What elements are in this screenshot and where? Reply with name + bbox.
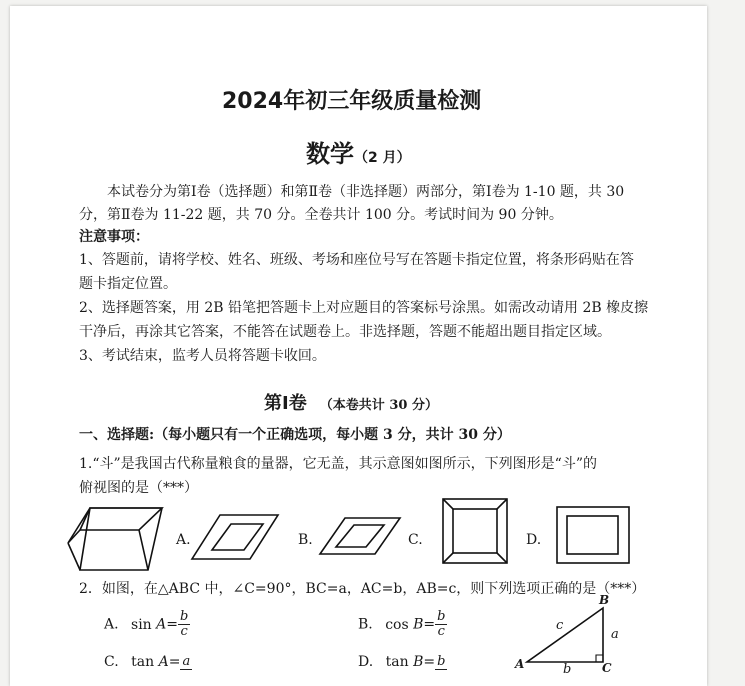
q2-option-b-fn: cos xyxy=(385,616,409,633)
q2-option-c-label: C. xyxy=(104,654,119,670)
q2-option-c-var: A xyxy=(158,654,169,670)
subject-heading xyxy=(306,134,411,169)
triangle-vertex-b: B xyxy=(599,593,610,607)
q2-option-c-fraction xyxy=(180,655,192,670)
q2-text: 2．如图，在△ABC 中，∠C=90°，BC=a，AC=b，AB=c，则下列选项正确的是（***） xyxy=(79,581,646,597)
q1-line-1: 1.“斗”是我国古代称量粮食的量器，它无盖，其示意图如图所示，下列图形是“斗”的 xyxy=(79,456,597,472)
triangle-side-b: b xyxy=(563,662,572,677)
part1-title: 第Ⅰ卷 xyxy=(264,393,307,414)
part1-note: （本卷共计 30 分） xyxy=(319,398,438,413)
intro-line-1: 本试卷分为第Ⅰ卷（选择题）和第Ⅱ卷（非选择题）两部分，第Ⅰ卷为 1-10 题，共 30 xyxy=(107,184,625,200)
dou-figure xyxy=(68,506,163,571)
q1-option-b-label: B. xyxy=(298,532,313,548)
q1-line-2: 俯视图的是（***） xyxy=(79,480,198,496)
q2-option-a-fraction xyxy=(178,610,190,639)
q1-option-c-label: C. xyxy=(408,532,423,548)
subject-month: （2 月） xyxy=(354,150,411,166)
q1-option-c-figure xyxy=(442,498,508,564)
q1-option-a-figure xyxy=(190,513,280,561)
q2-option-d: D. tan B= b xyxy=(358,653,446,670)
q2-option-a-label: A. xyxy=(104,616,119,633)
notice-item-3: 3、考试结束，监考人员将答题卡收回。 xyxy=(79,348,326,364)
q1-option-a-label: A. xyxy=(176,532,191,548)
part1-heading xyxy=(264,389,438,415)
q2-option-b-num: b xyxy=(437,609,446,624)
notice-item-1-line-1: 1、答题前，请将学校、姓名、班级、考场和座位号写在答题卡指定位置，将条形码贴在答 xyxy=(79,252,634,268)
q2-option-d-label: D. xyxy=(358,654,374,670)
q2-option-d-fn: tan xyxy=(385,654,409,670)
q2-option-d-num: b xyxy=(437,653,446,669)
notice-item-2-line-2: 干净后，再涂其它答案，不能答在试题卷上。非选择题，答题不能超出题目指定区域。 xyxy=(79,324,611,340)
q2-option-c: C. tan A= a xyxy=(104,653,191,670)
q2-option-c-fn: tan xyxy=(131,654,155,670)
q2-option-a-num: b xyxy=(180,609,189,624)
q2-option-b-fraction xyxy=(435,610,447,639)
triangle-side-c: c xyxy=(556,618,564,633)
q2-option-d-fraction xyxy=(435,655,447,670)
exam-paper xyxy=(10,6,707,686)
notice-item-2-line-1: 2、选择题答案，用 2B 铅笔把答题卡上对应题目的答案标号涂黑。如需改动请用 2B 橡皮擦 xyxy=(79,300,649,316)
subject-name: 数学 xyxy=(306,140,354,168)
triangle-vertex-a: A xyxy=(515,657,525,671)
doc-title: 2024年初三年级质量检测 xyxy=(222,89,482,114)
q2-option-a-var: A xyxy=(156,616,167,633)
q1-option-d-figure xyxy=(556,506,630,564)
notice-item-1-line-2: 题卡指定位置。 xyxy=(79,276,177,292)
triangle-vertex-c: C xyxy=(602,661,612,675)
triangle-side-a: a xyxy=(611,627,619,642)
q2-option-b-label: B. xyxy=(358,616,373,633)
q2-option-b-var: B xyxy=(413,616,424,633)
q1-option-b-figure xyxy=(318,516,402,556)
q2-option-a: A. sin A= $\frac{b}{c}$ xyxy=(104,609,189,639)
q2-option-a-fn: sin xyxy=(131,616,152,633)
q1-option-d-label: D. xyxy=(526,532,542,548)
q2-option-d-var: B xyxy=(413,654,424,670)
q2-option-c-num: a xyxy=(182,653,191,669)
q2-option-b-den: c xyxy=(437,624,445,639)
q2-option-a-den: c xyxy=(180,624,188,639)
section1-heading: 一、选择题:（每小题只有一个正确选项，每小题 3 分，共计 30 分） xyxy=(79,427,511,443)
notice-heading: 注意事项： xyxy=(79,229,149,245)
intro-line-2: 分，第Ⅱ卷为 11-22 题，共 70 分。全卷共计 100 分。考试时间为 90 分钟。 xyxy=(79,207,563,223)
q2-option-b: B. cos B= $\frac{b}{c}$ xyxy=(358,609,446,639)
